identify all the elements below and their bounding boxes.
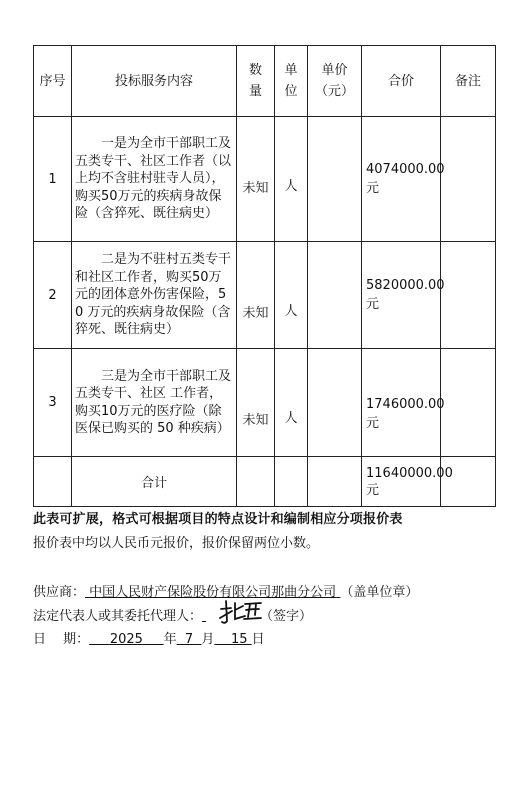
row-qty: 未知 bbox=[237, 117, 275, 242]
row-seq: 1 bbox=[34, 117, 72, 242]
date-label: 日 期： bbox=[33, 632, 90, 647]
date-day: 15 bbox=[230, 632, 248, 647]
row-unit-price bbox=[308, 242, 362, 349]
supplier-name: 中国人民财产保险股份有限公司那曲分公司 bbox=[89, 585, 337, 600]
row-unit: 人 bbox=[275, 349, 308, 457]
quote-table bbox=[33, 45, 496, 507]
header-qty: 数 量 bbox=[237, 46, 275, 117]
representative-label: 法定代表人或其委托代理人： bbox=[33, 609, 203, 624]
row-total: 1746000.00元 bbox=[362, 349, 441, 457]
note-extensible: 此表可扩展，格式可根据项目的特点设计和编制相应分项报价表 bbox=[33, 512, 403, 527]
stamp-note: （盖单位章） bbox=[340, 585, 419, 600]
date-line bbox=[33, 628, 265, 647]
row-remark bbox=[441, 242, 496, 349]
supplier-label: 供应商： bbox=[33, 585, 86, 600]
sum-remark bbox=[441, 457, 496, 507]
table-row bbox=[34, 117, 496, 242]
row-content: 三是为全市干部职工及五类专干、社区 工作者，购买10万元的医疗险（除医保已购买的 50 种疾病） bbox=[72, 349, 237, 457]
sum-unit bbox=[275, 457, 308, 507]
handwritten-signature bbox=[217, 597, 263, 627]
header-total: 合价 bbox=[362, 46, 441, 117]
note-currency: 报价表中均以人民币元报价，报价保留两位小数。 bbox=[33, 536, 320, 551]
row-content: 一是为全市干部职工及五类专干、社区工作者（以上均不含驻村驻寺人员），购买50万元的疾病身故保险（含猝死、既往病史） bbox=[72, 117, 237, 242]
year-unit: 年 bbox=[163, 632, 177, 647]
header-unit: 单 位 bbox=[275, 46, 308, 117]
date-month: 7 bbox=[184, 632, 194, 647]
row-seq: 2 bbox=[34, 242, 72, 349]
sum-total: 11640000.00元 bbox=[362, 457, 441, 507]
row-seq: 3 bbox=[34, 349, 72, 457]
table-row bbox=[34, 242, 496, 349]
sum-qty bbox=[237, 457, 275, 507]
date-year: 2025 bbox=[109, 632, 143, 647]
representative-line bbox=[33, 605, 312, 624]
row-unit-price bbox=[308, 349, 362, 457]
header-content: 投标服务内容 bbox=[72, 46, 237, 117]
row-qty: 未知 bbox=[237, 349, 275, 457]
sum-label: 合计 bbox=[72, 457, 237, 507]
table-sum-row bbox=[34, 457, 496, 507]
table-row bbox=[34, 349, 496, 457]
month-unit: 月 bbox=[201, 632, 215, 647]
row-remark bbox=[441, 117, 496, 242]
header-remark: 备注 bbox=[441, 46, 496, 117]
row-qty: 未知 bbox=[237, 242, 275, 349]
row-total: 4074000.00元 bbox=[362, 117, 441, 242]
sum-seq bbox=[34, 457, 72, 507]
row-total: 5820000.00元 bbox=[362, 242, 441, 349]
row-content: 二是为不驻村五类专干和社区工作者，购买50万元的团体意外伤害保险，50 万元的疾病身故保险（含猝死、既往病史） bbox=[72, 242, 237, 349]
row-unit-price bbox=[308, 117, 362, 242]
header-seq: 序号 bbox=[34, 46, 72, 117]
sign-note: （签字） bbox=[260, 609, 313, 624]
row-unit: 人 bbox=[275, 117, 308, 242]
row-unit: 人 bbox=[275, 242, 308, 349]
row-remark bbox=[441, 349, 496, 457]
header-unit-price: 单价 （元） bbox=[308, 46, 362, 117]
sum-unit-price bbox=[308, 457, 362, 507]
day-unit: 日 bbox=[251, 632, 265, 647]
table-header-row bbox=[34, 46, 496, 117]
